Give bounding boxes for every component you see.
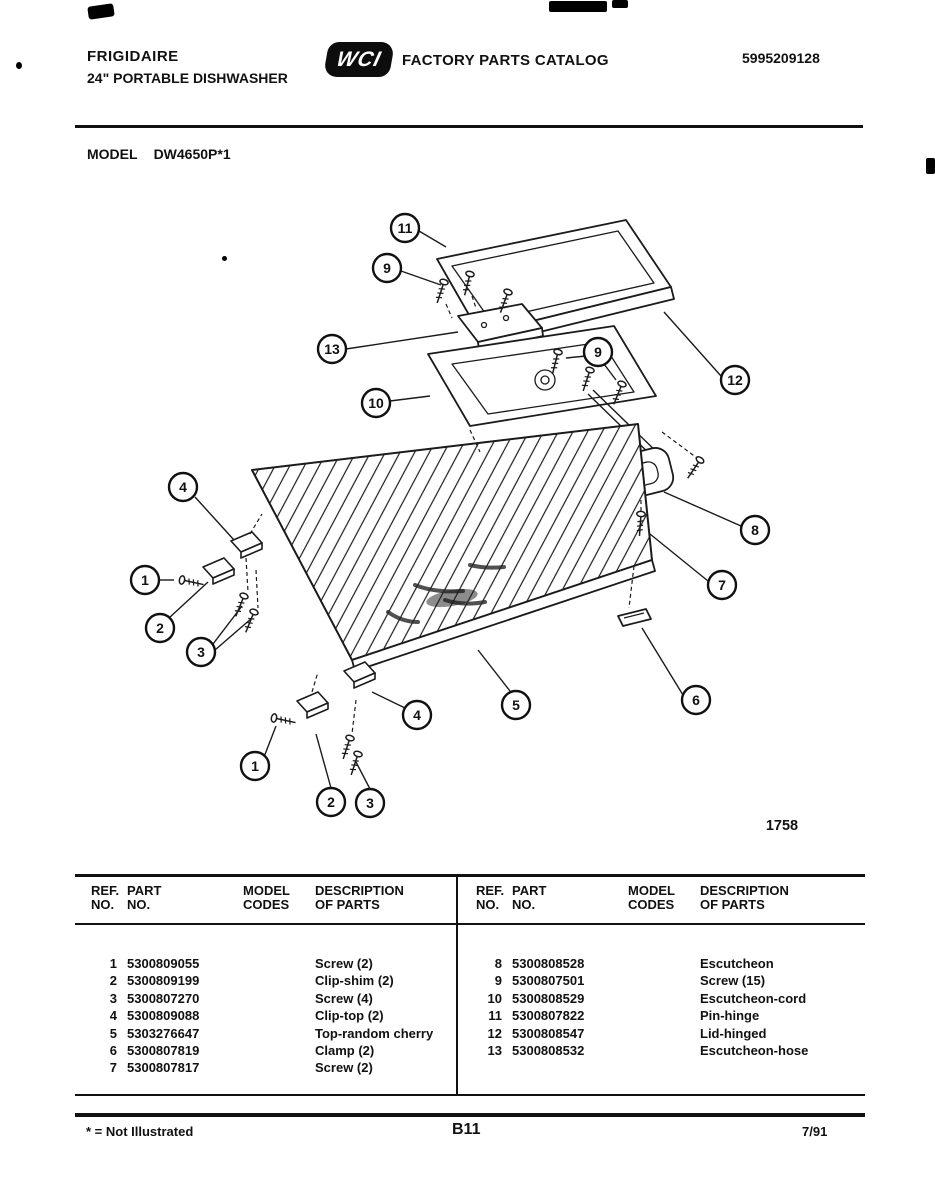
svg-text:4: 4 bbox=[413, 707, 421, 723]
footer-divider bbox=[75, 1113, 865, 1117]
scan-artifact bbox=[612, 0, 628, 8]
header-part: PART NO. bbox=[512, 883, 547, 912]
part-row bbox=[75, 955, 456, 972]
ref-cell: 3 bbox=[109, 990, 117, 1006]
callout-10 bbox=[362, 389, 390, 417]
part-row bbox=[458, 1025, 865, 1042]
model-line bbox=[87, 146, 231, 162]
part-row bbox=[458, 990, 865, 1007]
callout-4-mid bbox=[403, 701, 431, 729]
codes-cell bbox=[628, 1042, 690, 1059]
scan-artifact bbox=[87, 3, 115, 19]
callout-1-mid bbox=[241, 752, 269, 780]
part-number-cell: 5300808529 bbox=[512, 990, 585, 1006]
parts-table-right bbox=[458, 877, 865, 1094]
part-row bbox=[75, 1025, 456, 1042]
svg-text:3: 3 bbox=[197, 644, 205, 660]
catalog-title: FACTORY PARTS CATALOG bbox=[402, 52, 609, 69]
callout-1-left bbox=[131, 566, 159, 594]
header-ref: REF. NO. bbox=[476, 883, 505, 912]
part-number-cell: 5300808532 bbox=[512, 1043, 585, 1059]
part-number-cell: 5300808547 bbox=[512, 1025, 585, 1041]
svg-text:13: 13 bbox=[324, 341, 340, 357]
callout-2-left bbox=[146, 614, 174, 642]
description-cell: Escutcheon-cord bbox=[700, 990, 807, 1006]
part-row bbox=[458, 1007, 865, 1024]
not-illustrated-note: * = Not Illustrated bbox=[86, 1124, 194, 1139]
part-number-cell: 5300807819 bbox=[127, 1043, 200, 1059]
svg-text:1: 1 bbox=[251, 758, 259, 774]
header-divider bbox=[75, 125, 863, 128]
svg-text:11: 11 bbox=[397, 220, 413, 236]
part-number-cell: 5300807817 bbox=[127, 1060, 200, 1076]
svg-text:8: 8 bbox=[751, 522, 759, 538]
callout-9-mid bbox=[584, 338, 612, 366]
ref-cell: 13 bbox=[487, 1043, 502, 1059]
part-row bbox=[75, 1059, 456, 1076]
svg-text:12: 12 bbox=[727, 372, 743, 388]
codes-cell bbox=[628, 955, 690, 972]
description-cell: Screw (15) bbox=[700, 973, 766, 989]
publication-number: 5995209128 bbox=[742, 50, 820, 66]
part-row bbox=[75, 1007, 456, 1024]
callout-11 bbox=[391, 214, 419, 242]
codes-cell bbox=[243, 990, 305, 1007]
header-codes: MODEL CODES bbox=[243, 883, 290, 912]
brand-name: FRIGIDAIRE bbox=[87, 48, 179, 65]
codes-cell bbox=[243, 1059, 305, 1076]
svg-text:1: 1 bbox=[141, 572, 149, 588]
callout-4-left bbox=[169, 473, 197, 501]
codes-cell bbox=[243, 1007, 305, 1024]
callout-8 bbox=[741, 516, 769, 544]
part-number-cell: 5300809088 bbox=[127, 1008, 200, 1024]
ref-cell: 2 bbox=[109, 973, 117, 989]
header-desc: DESCRIPTION OF PARTS bbox=[315, 883, 404, 912]
part-number-cell: 5300807501 bbox=[512, 973, 585, 989]
callout-5 bbox=[502, 691, 530, 719]
escutcheon-cord-part bbox=[428, 326, 656, 426]
table-rows-left bbox=[75, 955, 456, 1077]
codes-cell bbox=[243, 1025, 305, 1042]
part-number-cell: 5300808528 bbox=[512, 956, 585, 971]
part-number-cell: 5300807270 bbox=[127, 990, 200, 1006]
description-cell: Clip-top (2) bbox=[315, 1008, 384, 1024]
svg-text:7: 7 bbox=[718, 577, 726, 593]
callout-9-top bbox=[373, 254, 401, 282]
table-header bbox=[458, 877, 865, 912]
part-number-cell: 5300807822 bbox=[512, 1008, 585, 1024]
ref-cell: 1 bbox=[109, 956, 117, 971]
header-desc: DESCRIPTION OF PARTS bbox=[700, 883, 789, 912]
codes-cell bbox=[628, 972, 690, 989]
codes-cell bbox=[243, 972, 305, 989]
header-part: PART NO. bbox=[127, 883, 162, 912]
description-cell: Screw (4) bbox=[315, 990, 373, 1006]
ref-cell: 7 bbox=[109, 1060, 117, 1076]
callout-7 bbox=[708, 571, 736, 599]
callout-12 bbox=[721, 366, 749, 394]
callout-6 bbox=[682, 686, 710, 714]
part-row bbox=[75, 990, 456, 1007]
parts-table bbox=[75, 874, 865, 1096]
ref-cell: 10 bbox=[487, 990, 502, 1006]
table-header-divider bbox=[75, 923, 865, 925]
scan-artifact bbox=[926, 158, 935, 174]
svg-text:2: 2 bbox=[156, 620, 164, 636]
ref-cell: 5 bbox=[109, 1025, 117, 1041]
description-cell: Clamp (2) bbox=[315, 1043, 375, 1059]
part-number-cell: 5300809199 bbox=[127, 973, 200, 989]
codes-cell bbox=[628, 1025, 690, 1042]
description-cell: Screw (2) bbox=[315, 1060, 373, 1076]
product-title: 24" PORTABLE DISHWASHER bbox=[87, 70, 288, 86]
part-row bbox=[458, 955, 865, 972]
exploded-parts-diagram bbox=[88, 196, 850, 844]
svg-text:6: 6 bbox=[692, 692, 700, 708]
ref-cell: 9 bbox=[494, 973, 502, 989]
part-number-cell: 5303276647 bbox=[127, 1025, 200, 1041]
header-ref: REF. NO. bbox=[91, 883, 120, 912]
part-row bbox=[458, 972, 865, 989]
part-number-cell: 5300809055 bbox=[127, 956, 200, 971]
codes-cell bbox=[243, 955, 305, 972]
callout-2-mid bbox=[317, 788, 345, 816]
description-cell: Clip-shim (2) bbox=[315, 973, 394, 989]
svg-text:3: 3 bbox=[366, 795, 374, 811]
description-cell: Screw (2) bbox=[315, 956, 373, 971]
ref-cell: 12 bbox=[487, 1025, 502, 1041]
clip-top-part bbox=[231, 532, 262, 558]
clip-shim-part bbox=[203, 558, 234, 584]
callout-13 bbox=[318, 335, 346, 363]
wci-logo-text: WCI bbox=[334, 47, 384, 71]
wci-logo bbox=[323, 42, 395, 77]
top-panel-part bbox=[252, 424, 655, 671]
clip-shim-part bbox=[297, 692, 328, 718]
part-row bbox=[75, 1042, 456, 1059]
svg-text:9: 9 bbox=[594, 344, 602, 360]
codes-cell bbox=[628, 1007, 690, 1024]
description-cell: Escutcheon bbox=[700, 956, 774, 971]
model-label: MODEL bbox=[87, 146, 138, 162]
description-cell: Lid-hinged bbox=[700, 1025, 767, 1041]
codes-cell bbox=[243, 1042, 305, 1059]
description-cell: Top-random cherry bbox=[315, 1025, 434, 1041]
description-cell: Pin-hinge bbox=[700, 1008, 760, 1024]
model-number: DW4650P*1 bbox=[153, 146, 231, 162]
parts-table-left bbox=[75, 877, 456, 1094]
svg-text:9: 9 bbox=[383, 260, 391, 276]
ref-cell: 4 bbox=[109, 1008, 117, 1024]
scan-artifact bbox=[549, 1, 607, 12]
figure-number: 1758 bbox=[765, 818, 799, 834]
callout-3-left bbox=[187, 638, 215, 666]
revision-date: 7/91 bbox=[802, 1124, 828, 1139]
svg-text:2: 2 bbox=[327, 794, 335, 810]
clamp-part bbox=[618, 609, 651, 626]
table-header bbox=[75, 877, 456, 912]
svg-text:10: 10 bbox=[368, 395, 384, 411]
page-number: B11 bbox=[452, 1121, 481, 1138]
ref-cell: 11 bbox=[488, 1008, 502, 1024]
codes-cell bbox=[628, 990, 690, 1007]
part-row bbox=[458, 1042, 865, 1059]
header-codes: MODEL CODES bbox=[628, 883, 675, 912]
svg-text:5: 5 bbox=[512, 697, 520, 713]
part-row bbox=[75, 972, 456, 989]
table-rows-right bbox=[458, 955, 865, 1059]
scan-artifact bbox=[16, 62, 22, 69]
svg-text:4: 4 bbox=[179, 479, 187, 495]
ref-cell: 6 bbox=[109, 1043, 117, 1059]
description-cell: Escutcheon-hose bbox=[700, 1043, 809, 1059]
ref-cell: 8 bbox=[494, 956, 502, 971]
callout-3-mid bbox=[356, 789, 384, 817]
